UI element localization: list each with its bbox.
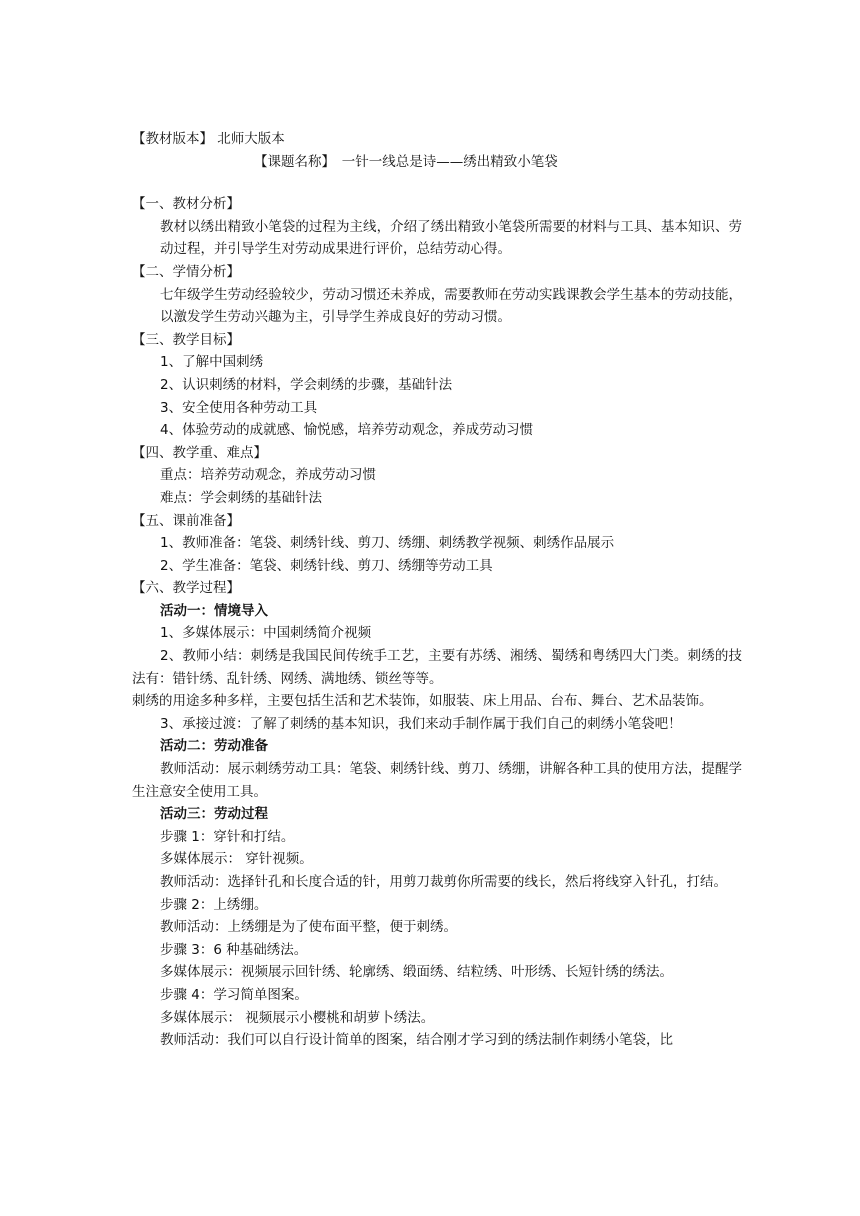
topic-title: 【课题名称】 一针一线总是诗——绣出精致小笔袋 (254, 153, 558, 170)
activity-title: 活动一：情境导入 (160, 602, 268, 619)
list-item: 1、了解中国刺绣 (160, 354, 264, 371)
list-item: 2、认识刺绣的材料，学会刺绣的步骤，基础针法 (160, 376, 453, 393)
step-line: 步骤 1：穿针和打结。 (160, 828, 295, 845)
section-title: 【六、教学过程】 (132, 580, 240, 597)
edition-line: 【教材版本】 北师大版本 (132, 131, 285, 147)
activity-title: 活动二：劳动准备 (160, 738, 268, 755)
paragraph: 教师活动：上绣绷是为了使布面平整，便于刺绣。 (160, 919, 457, 936)
step-line: 步骤 3：6 种基础绣法。 (160, 941, 308, 958)
paragraph: 教师活动：选择针孔和长度合适的针，用剪刀裁剪你所需要的线长，然后将线穿入针孔，打结。 (160, 874, 727, 890)
activity-title: 活动三：劳动过程 (160, 806, 268, 823)
key-point: 重点：培养劳动观念，养成劳动习惯 (160, 467, 376, 484)
section-title: 【一、教材分析】 (132, 196, 240, 213)
paragraph: 教师活动：展示刺绣劳动工具：笔袋、刺绣针线、剪刀、绣绷，讲解各种工具的使用方法，提醒学生注意安全使用工具。 (132, 761, 742, 800)
step-line: 步骤 4：学习简单图案。 (160, 986, 308, 1003)
paragraph: 刺绣的用途多种多样，主要包括生活和艺术装饰，如服装、床上用品、台布、舞台、艺术品装饰。 (132, 693, 713, 710)
list-item: 3、安全使用各种劳动工具 (160, 399, 318, 416)
section-title: 【二、学情分析】 (132, 263, 240, 280)
section-title: 【三、教学目标】 (132, 331, 240, 348)
paragraph: 多媒体展示：视频展示回针绣、轮廓绣、缎面绣、结粒绣、叶形绣、长短针绣的绣法。 (160, 964, 673, 981)
difficult-point: 难点：学会刺绣的基础针法 (160, 489, 322, 506)
section-title: 【四、教学重、难点】 (132, 444, 267, 461)
paragraph: 3、承接过渡：了解了刺绣的基本知识，我们来动手制作属于我们自己的刺绣小笔袋吧！ (160, 715, 682, 732)
list-item: 2、学生准备：笔袋、刺绣针线、剪刀、绣绷等劳动工具 (160, 557, 493, 574)
paragraph: 教材以绣出精致小笔袋的过程为主线，介绍了绣出精致小笔袋所需要的材料与工具、基本知识、劳动过程，并引导学生对劳动成果进行评价，总结劳动心得。 (160, 218, 742, 258)
step-line: 步骤 2：上绣绷。 (160, 896, 268, 913)
list-item: 1、教师准备：笔袋、刺绣针线、剪刀、绣绷、刺绣教学视频、刺绣作品展示 (160, 535, 615, 552)
section-title: 【五、课前准备】 (132, 512, 240, 529)
paragraph: 多媒体展示： 穿针视频。 (160, 851, 313, 868)
paragraph: 2、教师小结：刺绣是我国民间传统手工艺，主要有苏绣、湘绣、蜀绣和粤绣四大门类。刺绣的技法有：错针绣、乱针绣、网绣、满地绣、锁丝等等。 (132, 648, 742, 687)
paragraph: 1、多媒体展示：中国刺绣简介视频 (160, 625, 372, 642)
paragraph: 教师活动：我们可以自行设计简单的图案，结合刚才学习到的绣法制作刺绣小笔袋，比 (160, 1032, 673, 1049)
list-item: 4、体验劳动的成就感、愉悦感，培养劳动观念，养成劳动习惯 (160, 422, 534, 439)
paragraph: 多媒体展示： 视频展示小樱桃和胡萝卜绣法。 (160, 1009, 435, 1026)
paragraph: 七年级学生劳动经验较少，劳动习惯还未养成，需要教师在劳动实践课教会学生基本的劳动技能，以激发学生劳动兴趣为主，引导学生养成良好的劳动习惯。 (160, 286, 742, 326)
